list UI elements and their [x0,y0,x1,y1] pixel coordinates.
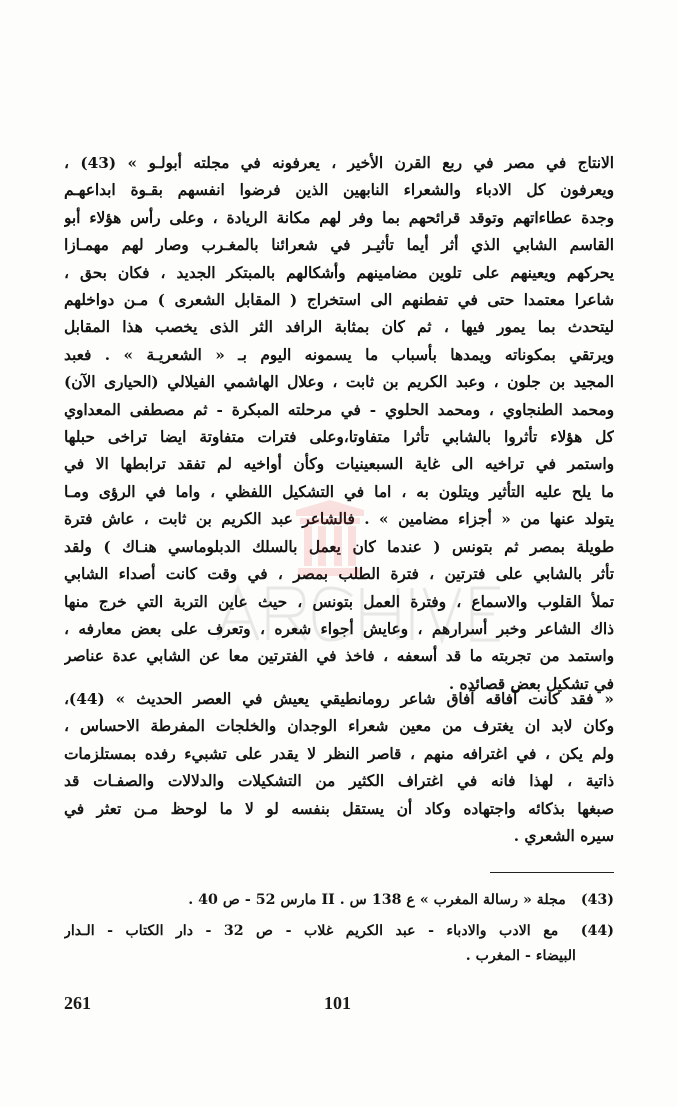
text-line: سيره الشعري . [513,827,614,846]
text-line: واستمر في تراخيه الى غاية السبعينيات وكأن أواخيه لم تفقد ترابطها الا في [64,455,614,474]
text-line: تملأ القلوب والاسماع ، وفترة العمل بتونس ، حيث عاين التربة التي خرج منها [64,592,614,611]
paragraph-1 [64,150,614,698]
text-line: يتولد عنها من « أجزاء مضامين » . فالشاعر عبد الكريم بن ثابت ، عاش فترة [64,510,614,529]
page-number-left: 261 [64,993,91,1013]
footnote-text: مجلة « رسالة المغرب » ع 138 س . II مارس 52 - ص 40 . [188,892,566,908]
text-line: ويرتقي بمكوناته ويمدها بأسباب ما يسمونه اليوم بـ « الشعريـة » . فعبد [64,345,614,364]
text-line: ذاك الشاعر وخبر أسرارهم ، وعايش أجواء شعره ، وتعرف على بعض معارفه ، [64,619,614,638]
text-line: كل هؤلاء تأثروا بالشابي تأثرا متفاوتا،وعلى فترات متفاوتة ايضا تراخى حبلها [64,428,614,447]
text-line: الانتاج في مصر في ربع القرن الأخير ، يعرفونه في مجلته أبولـو » (43) ، [64,154,614,172]
text-line: شاعرا معتمدا حتى في تفطنهم الى استخراج ( المقابل الشعرى ) مـن دواخلهم [64,291,614,310]
text-line: ويعرفون كل الادباء والشعراء النابهين الذين فرضوا انفسهم بقـوة ابداعهـم [64,181,614,200]
text-line: وكان لابد ان يغترف من معين شعراء الوجدان والخلجات المفرطة الاحساس ، [64,717,614,736]
text-line: المجيد بن جلون ، وعبد الكريم بن ثابت ، وعلال الهاشمي الفيلالي (الحيارى الآن) [64,373,614,392]
footnote-43 [64,888,614,913]
text-line: في تشكيل بعض قصائده . [448,674,614,693]
text-line: صبغها بذكائه واجتهاده وكاد أن يستقل بنفسه لو لا ما لوحظ مـن تعثر في [64,799,614,818]
text-line: يحركهم ويعينهم على تلوين مضامينهم وأشكالهم بالمبتكر الجديد ، فكان بحق ، [64,263,614,282]
paragraph-2 [64,686,614,850]
footnote-text: مع الادب والادباء - عبد الكريم غلاب - ص 32 - دار الكتاب - الـدار [64,923,559,939]
text-line: واستمد من تجربته ما قد أسعفه ، فاخذ في الفترتين معا عن الشابي عدة عناصر [64,647,614,666]
footnotes [64,888,614,975]
text-line: تأثر بالشابي على فترتين ، فترة الطلب بمصر ، في وقت كانت أصداء الشابي [64,565,614,584]
text-line: ولم يكن ، في اغترافه منهم ، قاصر النظر لا يقدر على تشبيء رفده بمستلزمات [64,744,614,763]
text-line: وجدة عطاءاتهم وتوقد قرائحهم بما وفر لهم مكانة الريادة ، وعلى رأس هؤلاء أبو [64,208,614,227]
text-line: طويلة بمصر ثم بتونس ( عندما كان يعمل بالسلك الدبلوماسي هنـاك ) ولقد [64,537,614,556]
footnote-divider [490,872,614,873]
text-line: القاسم الشابي الذي أثر أيما تأثيـر في شعرائنا بالمغـرب وصار لهم مهمـازا [64,236,614,255]
text-line: ما يلح عليه التأثير ويتلون به ، اما في التشكيل اللفظي ، واما في الرؤى ومـا [64,482,614,501]
text-line: ليتحدث بما يمور فيها ، ثم كان بمثابة الرافد الثر الذى يخصب هذا المقابل [64,318,614,337]
text-line: ومحمد الطنجاوي ، ومحمد الحلوي - في مرحلته المبكرة - ثم مصطفى المعداوي [64,400,614,419]
footnote-number: (44) [580,923,614,939]
footnote-44 [64,919,614,969]
footnote-number: (43) [580,892,614,908]
page-number-center: 101 [324,993,351,1013]
text-line: ذاتية ، لهذا فانه في اغتراف الكثير من التشكيلات والدلالات والصفـات قد [64,772,614,791]
text-line: « فقد كانت آفاقه آفاق شاعر رومانطيقي يعيش في العصر الحديث » (44)، [64,690,614,708]
footnote-text: البيضاء - المغرب . [465,948,576,964]
